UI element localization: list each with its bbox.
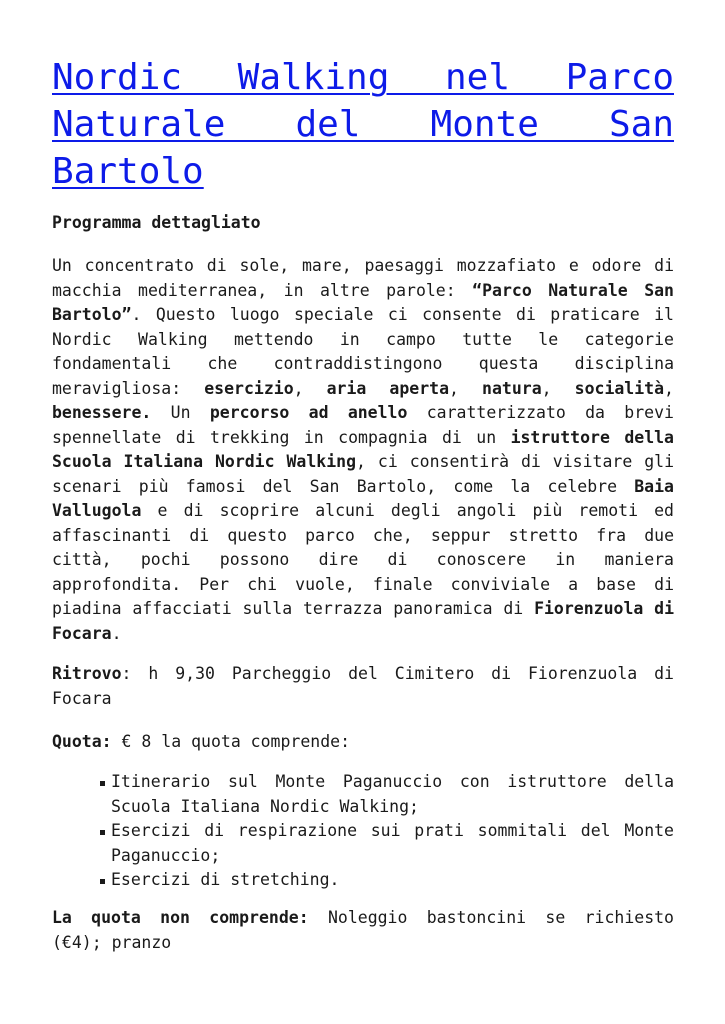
text-line: fondamentali che contraddistingono questa disciplina	[52, 354, 674, 373]
text-line: benessere. Un percorso ad anello caratterizzato da brevi	[52, 403, 674, 422]
title-link[interactable]	[52, 54, 674, 195]
title-line: Nordic Walking nel Parco	[52, 57, 674, 98]
ritrovo-label: Ritrovo	[52, 664, 122, 683]
text-line: Bartolo”. Questo luogo speciale ci consente di praticare il	[52, 305, 674, 324]
quota-paragraph	[52, 730, 674, 755]
text-line: spennellate di trekking in compagnia di un istruttore della	[52, 427, 674, 447]
title-line: Bartolo	[52, 151, 204, 192]
text-line: meravigliosa: esercizio, aria aperta, natura, socialità,	[52, 378, 674, 398]
bullet-icon	[100, 781, 105, 786]
includes-list	[96, 770, 674, 893]
text-line: città, pochi possono dire di conoscere in maniera	[52, 550, 674, 569]
list-item: Esercizi di respirazione sui prati sommitali del Monte Paganuccio;	[96, 819, 674, 868]
text-line: macchia mediterranea, in altre parole: “Parco Naturale San	[52, 280, 674, 300]
bullet-icon	[100, 879, 105, 884]
text-line: affascinanti di questo parco che, seppur stretto fra due	[52, 525, 674, 545]
text-line: Focara.	[52, 623, 122, 643]
excludes-paragraph	[52, 906, 674, 955]
text-line: Ritrovo: h 9,30 Parcheggio del Cimitero di Fiorenzuola di	[52, 664, 674, 683]
text-line: Un concentrato di sole, mare, paesaggi mozzafiato e odore di	[52, 256, 674, 275]
page-title	[52, 54, 674, 195]
quota-label: Quota:	[52, 732, 112, 751]
intro-paragraph	[52, 254, 674, 646]
text-line: approfondita. Per chi vuole, finale conviviale a base di	[52, 574, 674, 594]
title-line: Naturale del Monte San	[52, 104, 674, 145]
text-line: La quota non comprende: Noleggio bastoncini se richiesto	[52, 908, 674, 927]
text-line: Focara	[52, 688, 112, 708]
text-line: Vallugola e di scoprire alcuni degli angoli più remoti ed	[52, 501, 674, 520]
heading-text: Programma dettagliato	[52, 213, 261, 232]
ritrovo-paragraph	[52, 662, 674, 711]
section-heading	[52, 211, 674, 236]
text-line: Nordic Walking mettendo in campo tutte le categorie	[52, 329, 674, 349]
text-line: Scuola Italiana Nordic Walking, ci consentirà di visitare gli	[52, 452, 674, 471]
text-line: piadina affacciati sulla terrazza panoramica di Fiorenzuola di	[52, 599, 675, 618]
text-line: (€4); pranzo	[52, 932, 172, 952]
list-item: Itinerario sul Monte Paganuccio con istruttore della Scuola Italiana Nordic Walking;	[96, 770, 674, 819]
list-item: Esercizi di stretching.	[96, 868, 674, 893]
text-line: scenari più famosi del San Bartolo, come la celebre Baia	[52, 476, 674, 496]
excludes-label: La quota non comprende:	[52, 908, 309, 927]
bullet-icon	[100, 830, 105, 835]
text-line: Quota: € 8 la quota comprende:	[52, 732, 351, 751]
